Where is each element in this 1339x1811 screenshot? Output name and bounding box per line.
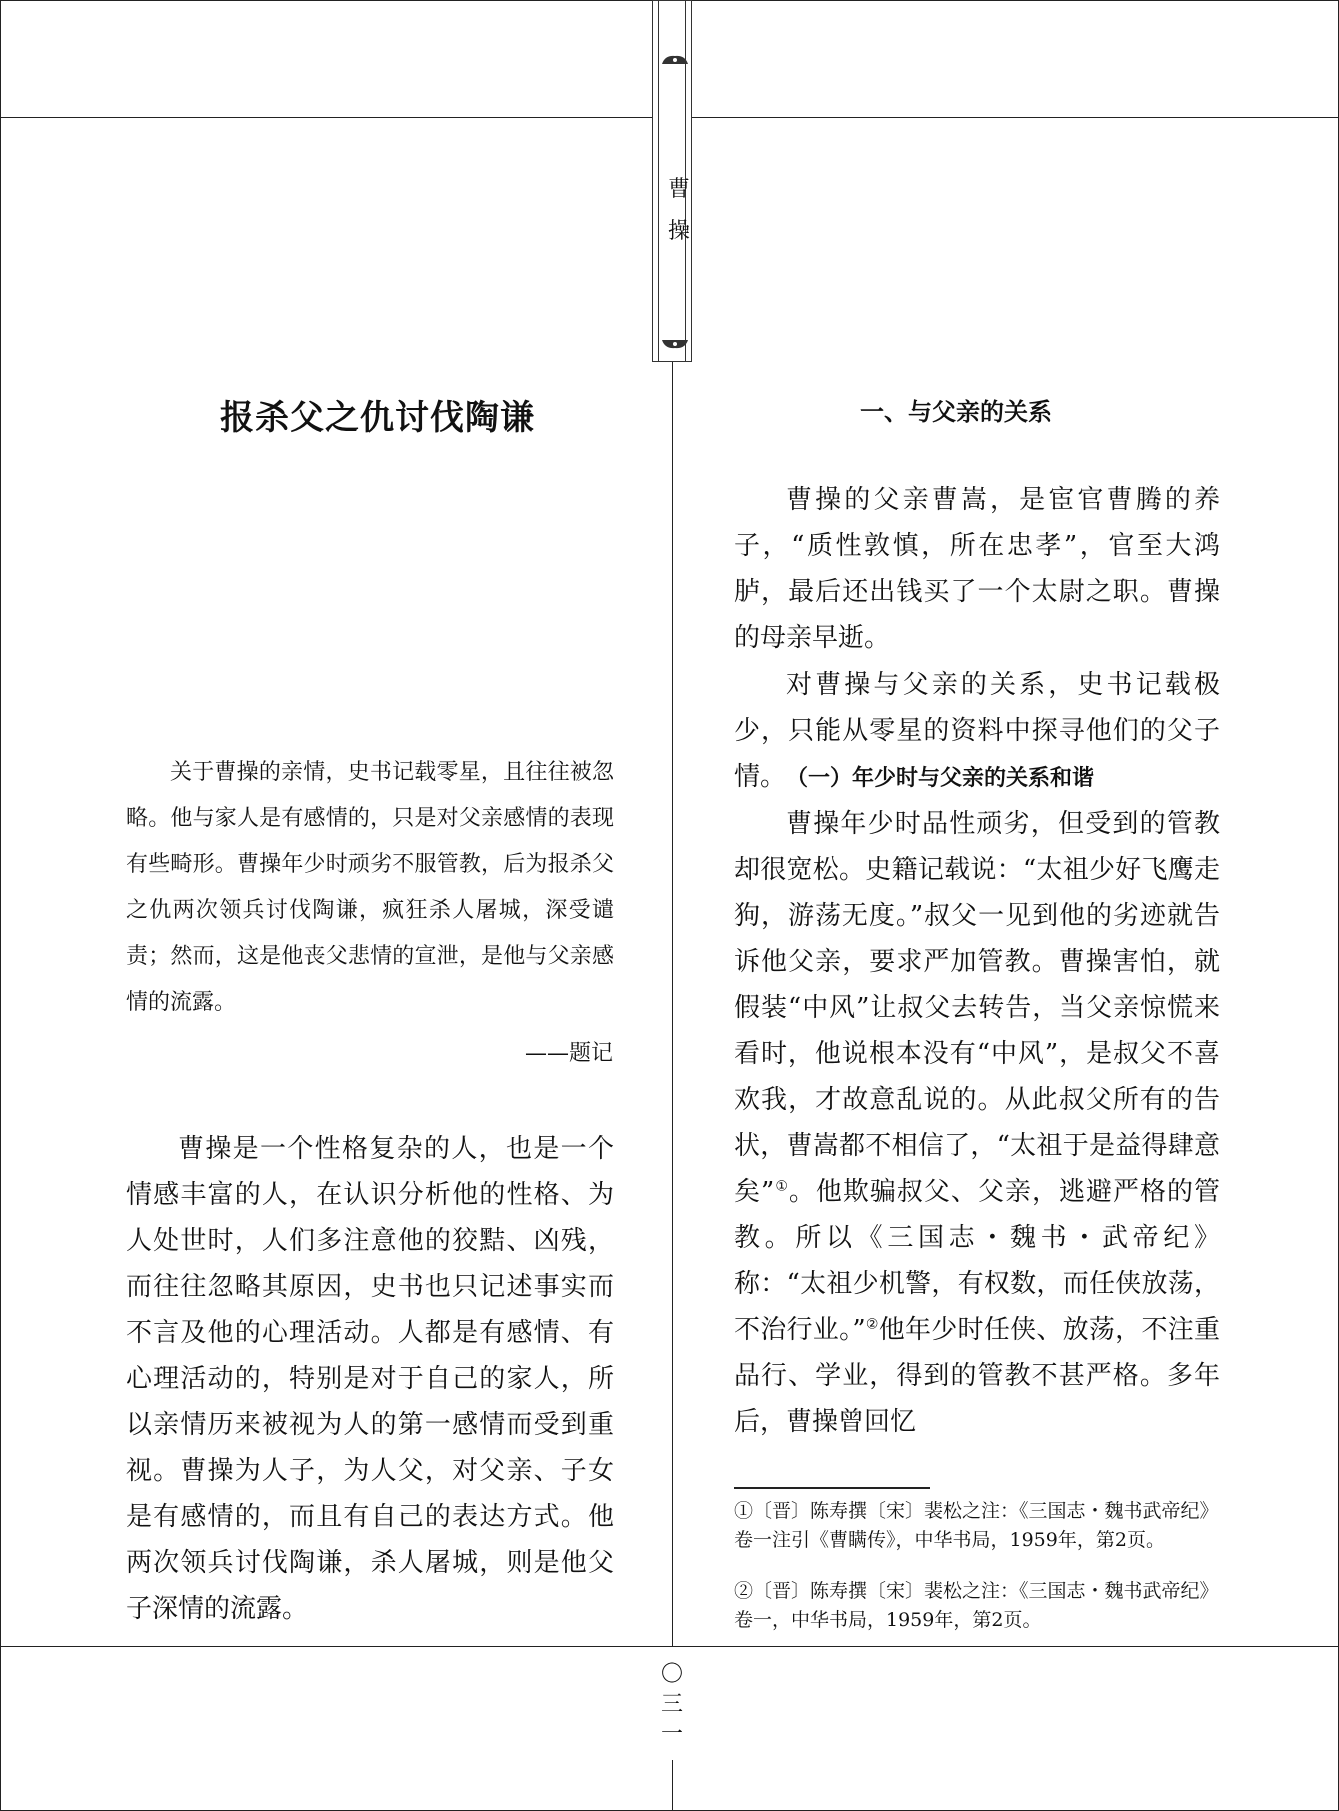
spine-title-char: 操 [667,219,690,244]
bottom-center-line [672,1760,673,1811]
paragraph-text: 曹操年少时品性顽劣，但受到的管教却很宽松。史籍记载说：“太祖少好飞鹰走狗，游荡无度。”叔父一见到他的劣迹就告诉他父亲，要求严加管教。曹操害怕，就假装“中风”让叔父去转告，当父亲惊慌来看时，他说根本没有“中风”，是叔父不喜欢我，才故意乱说的。从此叔父所有的告状，曹嵩都不相信了，“太祖于是益得肆意矣” [734,809,1220,1207]
page-number [654,1660,690,1750]
body-paragraph: 对曹操与父亲的关系，史书记载极少，只能从零星的资料中探寻他们的父子情。 [734,670,1220,792]
body-paragraph: 曹操是一个性格复杂的人，也是一个情感丰富的人，在认识分析他的性格、为人处世时，人们多注意他的狡黠、凶残，而往往忽略其原因，史书也只记述事实而不言及他的心理活动。人都是有感情、有心理活动的，特别是对于自己的家人，所以亲情历来被视为人的第一感情而受到重视。曹操为人子，为人父，对父亲、子女是有感情的，而且有自己的表达方式。他两次领兵讨伐陶谦，杀人屠城，则是他父子深情的流露。 [126,1134,614,1624]
top-rule-left [0,117,652,118]
spine-label [652,0,692,362]
epigraph-text: 关于曹操的亲情，史书记载零星，且往往被忽略。他与家人是有感情的，只是对父亲感情的表现有些畸形。曹操年少时顽劣不服管教，后为报杀父之仇两次领兵讨伐陶谦，疯狂杀人屠城，深受谴责；然而，这是他丧父悲情的宣泄，是他与父亲感情的流露。 [126,760,614,1015]
chapter-title: 报杀父之仇讨伐陶谦 [220,398,535,438]
ornament-bottom-icon [661,339,689,351]
spine-inner-border [658,1,690,361]
body-paragraph: 曹操的父亲曹嵩，是宦官曹腾的养子，“质性敦慎，所在忠孝”，官至大鸿胪，最后还出钱买了一个太尉之职。曹操的母亲早逝。 [734,485,1220,653]
top-rule-right [692,117,1339,118]
footnote-ref[interactable]: ① [774,1178,789,1195]
footnote: ①〔晋〕陈寿撰〔宋〕裴松之注：《三国志・魏书武帝纪》卷一注引《曹瞒传》，中华书局，1959年，第2页。 [734,1500,1219,1551]
footnote-divider [734,1487,930,1489]
bottom-rule [0,1646,1339,1647]
paragraph-text: 。他欺骗叔父、父亲，逃避严格的管教。所以《三国志・魏书・武帝纪》称：“太祖少机警，有权数，而任侠放荡，不治行业。” [734,1177,1220,1345]
spine-title-char: 曹 [667,177,690,202]
spine-title [659,169,699,253]
ornament-top-icon [661,53,689,65]
section-heading: 一、与父亲的关系 [860,397,1052,426]
center-divider [672,362,673,1646]
body-paragraph [734,801,1220,1445]
paragraph-text: 他年少时任侠、放荡，不注重品行、学业，得到的管教不甚严格。多年后，曹操曾回忆 [734,1315,1220,1437]
page-number-char: 〇 [660,1662,683,1687]
subsection-heading: （一）年少时与父亲的关系和谐 [786,765,1095,791]
epigraph-attribution: ——题记 [524,1041,613,1066]
page-number-char: 三 [660,1692,683,1717]
page-number-char: 一 [660,1722,683,1747]
footnote: ②〔晋〕陈寿撰〔宋〕裴松之注：《三国志・魏书武帝纪》卷一，中华书局，1959年，第2页。 [734,1580,1219,1631]
footnote-ref[interactable]: ② [865,1316,879,1333]
